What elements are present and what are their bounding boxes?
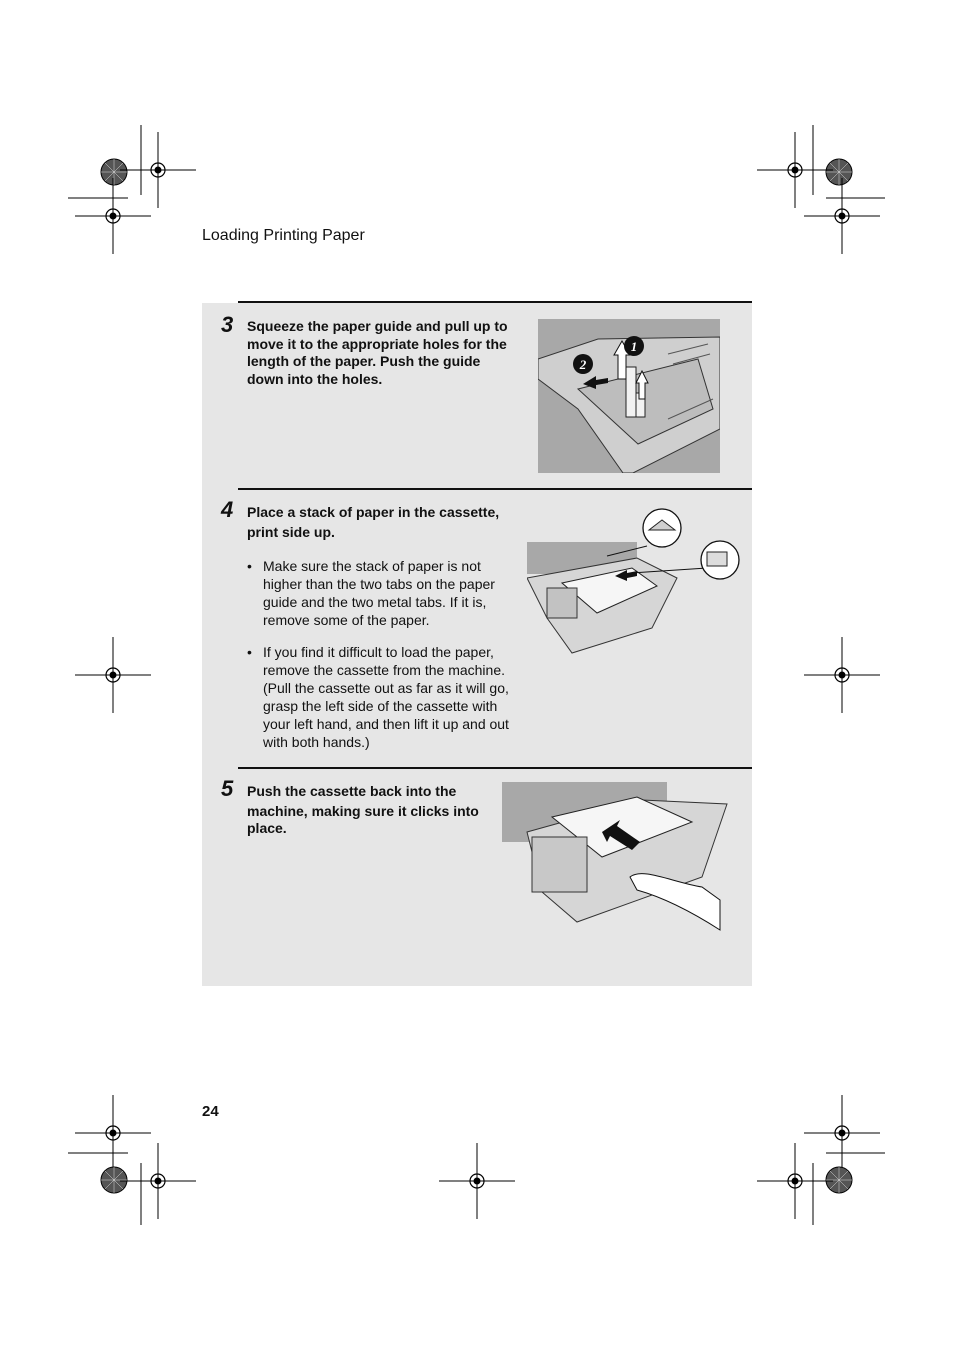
paper-stack-illustration — [527, 508, 742, 656]
step-number: 5 — [221, 776, 234, 801]
page-header-title: Loading Printing Paper — [202, 227, 365, 244]
registration-cross-icon — [757, 1143, 833, 1219]
page-number: 24 — [202, 1103, 219, 1120]
step-3-text: Squeeze the paper guide and pull up to move it to the appropriate holes for the length of the paper. Push the guide down into the holes. — [247, 318, 508, 387]
step-divider — [238, 767, 752, 769]
registration-cross-icon — [75, 637, 151, 713]
registration-star-icon — [826, 1167, 852, 1193]
registration-star-icon — [101, 1167, 127, 1193]
registration-star-icon — [826, 159, 852, 185]
registration-cross-icon — [757, 132, 833, 208]
registration-cross-icon — [439, 1143, 515, 1219]
step-5-text: Push the cassette back into the machine, making sure it clicks into place. — [247, 783, 479, 836]
paper-guide-illustration — [538, 319, 720, 473]
bullet-item: • Make sure the stack of paper is not higher than the two tabs on the paper guide and the two metal tabs. If it is, remove some of the paper. — [247, 558, 495, 628]
step-divider — [238, 301, 752, 303]
callout-2-label: 2 — [579, 357, 587, 372]
registration-cross-icon — [120, 132, 196, 208]
registration-cross-icon — [804, 637, 880, 713]
push-cassette-illustration — [502, 782, 732, 932]
step-number: 4 — [221, 497, 234, 522]
bullet-item: • If you find it difficult to load the paper, remove the cassette from the machine. (Pull the cassette out as far as it will go, grasp the left side of the cassette with your left hand, and then lift it up and out with both hands.) — [247, 644, 509, 750]
registration-cross-icon — [120, 1143, 196, 1219]
step-number: 3 — [221, 312, 234, 337]
step-divider — [238, 488, 752, 490]
registration-cross-icon — [75, 178, 151, 254]
registration-star-icon — [101, 159, 127, 185]
registration-cross-icon — [804, 1095, 880, 1171]
registration-cross-icon — [75, 1095, 151, 1171]
step-4-text: Place a stack of paper in the cassette, print side up. — [247, 504, 500, 540]
registration-cross-icon — [804, 178, 880, 254]
callout-1-label: 1 — [630, 339, 638, 354]
